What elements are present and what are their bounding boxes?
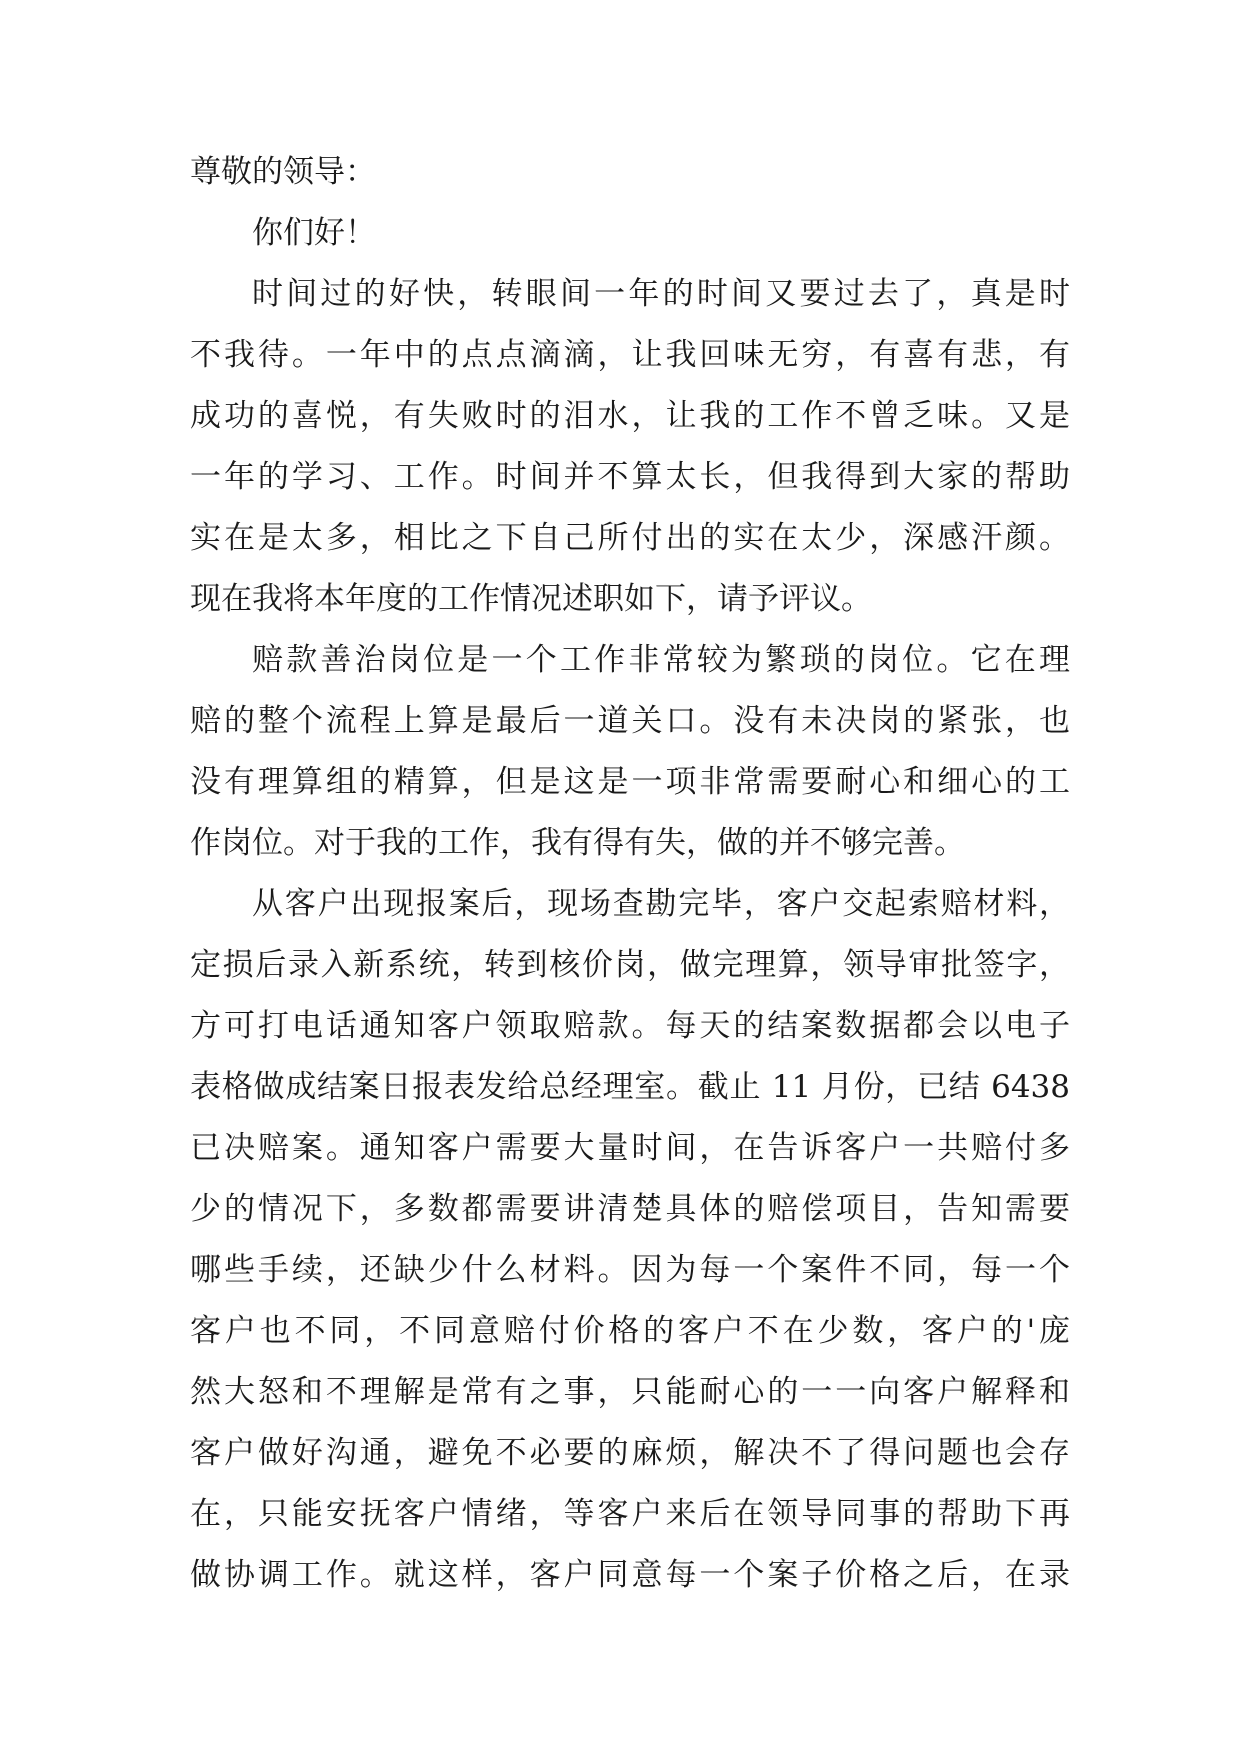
paragraph-1-line: 一年的学习、工作。时间并不算太长，但我得到大家的帮助 [190, 459, 1070, 495]
paragraph-1-line: 现在我将本年度的工作情况述职如下，请予评议。 [190, 581, 872, 617]
paragraph-3-line: 少的情况下，多数都需要讲清楚具体的赔偿项目，告知需要 [190, 1191, 1070, 1227]
paragraph-3-line: 客户做好沟通，避免不必要的麻烦，解决不了得问题也会存 [190, 1435, 1070, 1471]
paragraph-3-line: 做协调工作。就这样，客户同意每一个案子价格之后，在录 [190, 1557, 1070, 1593]
paragraph-1-line: 时间过的好快，转眼间一年的时间又要过去了，真是时 [252, 276, 1070, 312]
paragraph-1-line: 成功的喜悦，有失败时的泪水，让我的工作不曾乏味。又是 [190, 398, 1070, 434]
greeting: 你们好！ [252, 215, 376, 251]
paragraph-3-line: 定损后录入新系统，转到核价岗，做完理算，领导审批签字， [190, 947, 1070, 983]
paragraph-2-line: 赔款善治岗位是一个工作非常较为繁琐的岗位。它在理 [252, 642, 1070, 678]
paragraph-3-line: 表格做成结案日报表发给总经理室。截止 11 月份，已结 6438 [190, 1069, 1070, 1105]
paragraph-1-line: 实在是太多，相比之下自己所付出的实在太少，深感汗颜。 [190, 520, 1070, 556]
paragraph-3-line: 哪些手续，还缺少什么材料。因为每一个案件不同，每一个 [190, 1252, 1070, 1288]
paragraph-1-line: 不我待。一年中的点点滴滴，让我回味无穷，有喜有悲，有 [190, 337, 1070, 373]
paragraph-3-line: 在，只能安抚客户情绪，等客户来后在领导同事的帮助下再 [190, 1496, 1070, 1532]
paragraph-2-line: 没有理算组的精算，但是这是一项非常需要耐心和细心的工 [190, 764, 1070, 800]
paragraph-3-line: 客户也不同，不同意赔付价格的客户不在少数，客户的'庞 [190, 1313, 1070, 1349]
paragraph-3-line: 然大怒和不理解是常有之事，只能耐心的一一向客户解释和 [190, 1374, 1070, 1410]
paragraph-3-line: 已决赔案。通知客户需要大量时间，在告诉客户一共赔付多 [190, 1130, 1070, 1166]
paragraph-2-line: 作岗位。对于我的工作，我有得有失，做的并不够完善。 [190, 825, 965, 861]
paragraph-2-line: 赔的整个流程上算是最后一道关口。没有未决岗的紧张，也 [190, 703, 1070, 739]
paragraph-3-line: 从客户出现报案后，现场查勘完毕，客户交起索赔材料， [252, 886, 1070, 922]
salutation: 尊敬的领导： [190, 154, 376, 190]
paragraph-3-line: 方可打电话通知客户领取赔款。每天的结案数据都会以电子 [190, 1008, 1070, 1044]
